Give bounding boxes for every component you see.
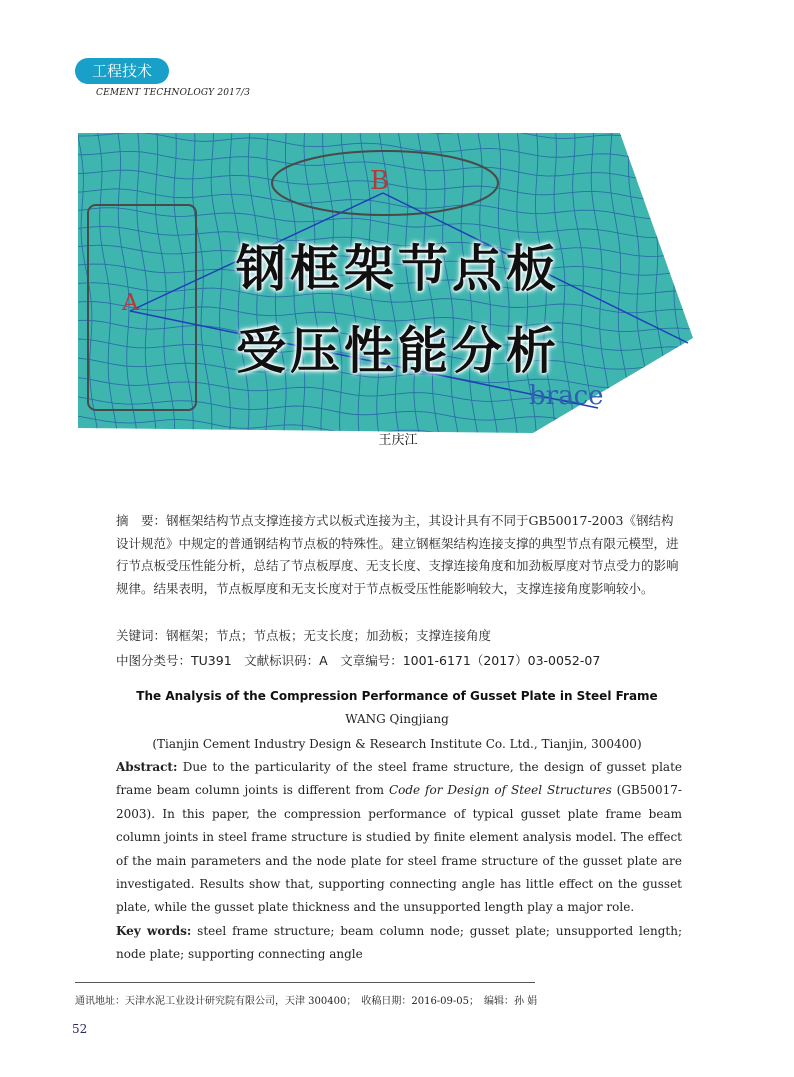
footnote-divider [75,982,535,983]
brace-label: brace [529,381,604,411]
english-author: WANG Qingjiang [345,712,449,726]
article-title-line2: 受压性能分析 [236,322,560,380]
region-a-label: A [122,290,139,316]
chinese-abstract-label: 摘 要： [116,513,167,528]
journal-running-header: CEMENT TECHNOLOGY 2017/3 [96,88,251,98]
english-affiliation: (Tianjin Cement Industry Design & Research Institute Co. Ltd., Tianjin, 300400) [152,737,642,751]
section-tag: 工程技术 [75,58,169,84]
english-keywords-label: Key words: [116,924,192,938]
english-abstract-code-title: Code for Design of Steel Structures [388,783,612,798]
english-keywords-text: steel frame structure; beam column node; gusset plate; unsupported length; node plate; supporting connecting angle [116,924,682,961]
region-b-label: B [370,166,390,196]
english-title: The Analysis of the Compression Performance of Gusset Plate in Steel Frame [136,689,658,703]
english-keywords [116,920,682,966]
english-abstract [116,756,682,920]
footnote: 通讯地址：天津水泥工业设计研究院有限公司，天津 300400； 收稿日期：2016-09-05； 编辑：孙 娟 [75,996,538,1007]
article-author: 王庆江 [378,433,418,448]
mesh-line [78,454,718,487]
classification-line: 中图分类号：TU391 文献标识码：A 文章编号：1001-6171（2017）03-0052-07 [116,653,601,668]
chinese-abstract [116,510,682,600]
article-title-line1: 钢框架节点板 [236,240,560,298]
chinese-abstract-text: 钢框架结构节点支撑连接方式以板式连接为主，其设计具有不同于GB50017-2003《钢结构设计规范》中规定的普通钢结构节点板的特殊性。建立钢框架结构连接支撑的典型节点有限元模型，进行节点板受压性能分析，总结了节点板厚度、无支长度、支撑连接角度和加劲板厚度对节点受力的影响规律。结果表明，节点板厚度和无支长度对于节点板受压性能影响较大，支撑连接角度影响较小。 [116,513,679,596]
english-abstract-text-2: (GB50017-2003). In this paper, the compression performance of typical gusset plate frame beam column joints in steel frame structure is studied by finite element analysis model. The effect of the main parameters and the node plate for steel frame structure of the gusset plate are investigated. Results show that, supporting connecting angle has little effect on the gusset plate, while the gusset plate thickness and the unsupported length play a major role. [116,783,682,915]
english-abstract-label: Abstract: [116,760,178,774]
english-abstract-text-1: Due to the particularity of the steel frame structure, the design of gusset plate frame beam column joints is different from [116,760,682,798]
chinese-keywords: 关键词：钢框架；节点；节点板；无支长度；加劲板；支撑连接角度 [116,628,492,643]
page-number: 52 [72,1022,88,1036]
title-banner [78,133,718,488]
